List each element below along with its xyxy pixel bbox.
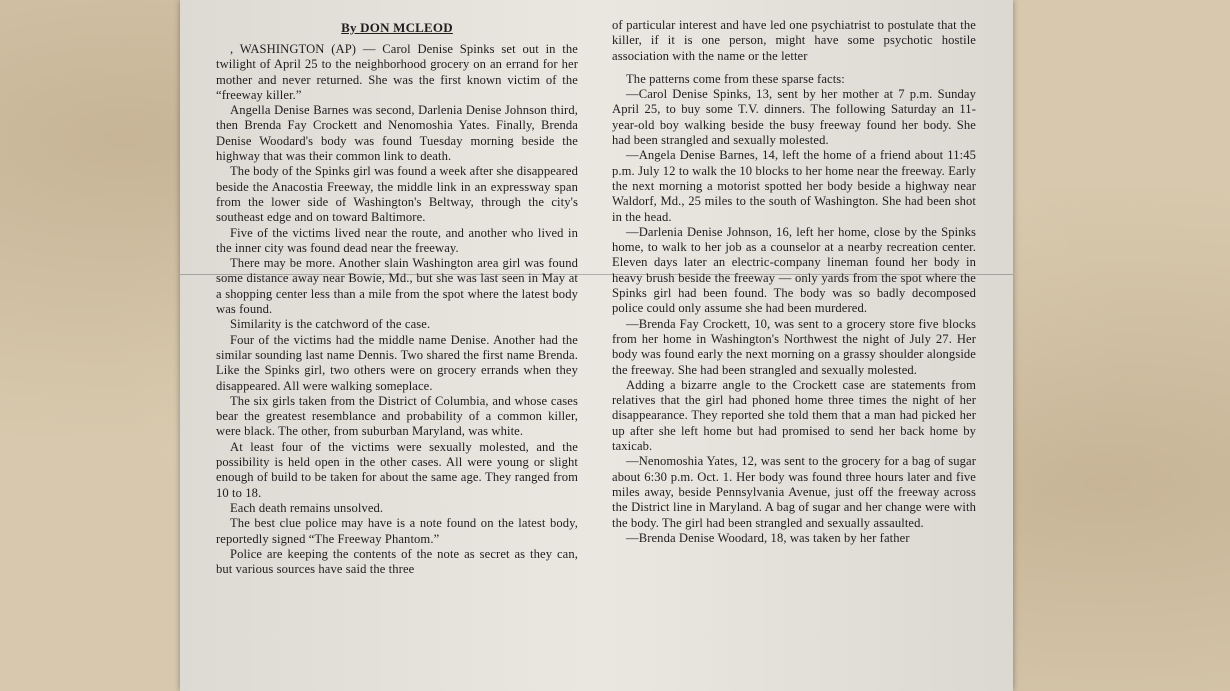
byline: By DON MCLEOD: [341, 20, 453, 35]
article-paragraph: Adding a bizarre angle to the Crockett case are statements from relatives that the girl had phoned home three times the night of her disappearance. They reported she told them that a man had picked her up after she left home but had promised to send her back home by taxicab.: [612, 377, 976, 454]
right-column: [612, 0, 976, 546]
article-paragraph: The best clue police may have is a note found on the latest body, reportedly signed “The Freeway Phantom.”: [216, 516, 578, 546]
article-paragraph: —Carol Denise Spinks, 13, sent by her mother at 7 p.m. Sunday April 25, to buy some T.V. dinners. The following Saturday an 11-year-old boy walking beside the busy freeway found her body. She had been strangled and sexually molested.: [612, 87, 976, 148]
article-paragraph: The patterns come from these sparse facts:: [626, 71, 845, 86]
left-column: [216, 0, 578, 577]
article-paragraph: —Brenda Denise Woodard, 18, was taken by her father: [626, 530, 910, 545]
article-paragraph: —Darlenia Denise Johnson, 16, left her home, close by the Spinks home, to walk to her job as a counselor at a nearby recreation center. Eleven days later an electric-company lineman found her body in heavy brush beside the freeway — only yards from the spot where the Spinks girl had been found. The body was so badly decomposed police could only assume she had been murdered.: [612, 224, 976, 316]
article-paragraph: Each death remains unsolved.: [230, 500, 384, 515]
article-paragraph: The body of the Spinks girl was found a week after she disappeared beside the Anacostia Freeway, the middle link in an expressway span from the lower side of Washington's Beltway, through the city's southeast edge and on toward Baltimore.: [216, 164, 578, 225]
article-paragraph: —Angela Denise Barnes, 14, left the home of a friend about 11:45 p.m. July 12 to walk the 10 blocks to her home near the freeway. Early the next morning a motorist spotted her body beside a highway near Waldorf, Md., 25 miles to the south of Washington. She had been shot in the head.: [612, 148, 976, 224]
article-paragraph: Police are keeping the contents of the note as secret as they can, but various sources have said the three: [216, 546, 578, 577]
article-paragraph: , WASHINGTON (AP) — Carol Denise Spinks set out in the twilight of April 25 to the neighborhood grocery on an errand for her mother and never returned. She was the first known victim of the “freeway killer.”: [216, 42, 578, 102]
article-paragraph: Four of the victims had the middle name Denise. Another had the similar sounding last name Dennis. Two shared the first name Brenda. Like the Spinks girl, two others were on grocery errands when they disappeared. All were walking someplace.: [216, 332, 578, 393]
article-paragraph: Similarity is the catchword of the case.: [230, 317, 431, 332]
article-paragraph: Angella Denise Barnes was second, Darlenia Denise Johnson third, then Brenda Fay Crockett and Nenomoshia Yates. Finally, Brenda Denise Woodard's body was found Tuesday morning beside the highway that was their common link to death.: [216, 103, 578, 164]
article-paragraph-continued: of particular interest and have led one psychiatrist to postulate that the killer, if it is one person, might have some psychotic hostile association with the name or the letter: [612, 18, 976, 63]
article-paragraph: Five of the victims lived near the route, and another who lived in the inner city was found dead near the freeway.: [216, 225, 578, 255]
article-paragraph: At least four of the victims were sexually molested, and the possibility is held open in the other cases. All were young or slight enough of build to be taken for about the same age. They ranged from 10 to 18.: [216, 439, 578, 500]
newspaper-clipping: [180, 0, 1013, 691]
article-paragraph: —Brenda Fay Crockett, 10, was sent to a grocery store five blocks from her home in Washington's Northwest the night of July 27. Her body was found early the next morning on a grassy shoulder alongside the freeway. She had been strangled and sexually molested.: [612, 316, 976, 377]
article-paragraph: —Nenomoshia Yates, 12, was sent to the grocery for a bag of sugar about 6:30 p.m. Oct. 1. Her body was found three hours later and five miles away, beside Pennsylvania Avenue, just off the freeway across the District line in Maryland. A bag of sugar and her change were with the body. The girl had been strangled and sexually assaulted.: [612, 454, 976, 530]
article-paragraph: The six girls taken from the District of Columbia, and whose cases bear the greatest resemblance and probability of a common killer, were black. The other, from suburban Maryland, was white.: [216, 393, 578, 439]
article-paragraph: There may be more. Another slain Washington area girl was found some distance away near Bowie, Md., but she was last seen in May at a shopping center less than a mile from the spot where the latest body was found.: [216, 256, 578, 317]
